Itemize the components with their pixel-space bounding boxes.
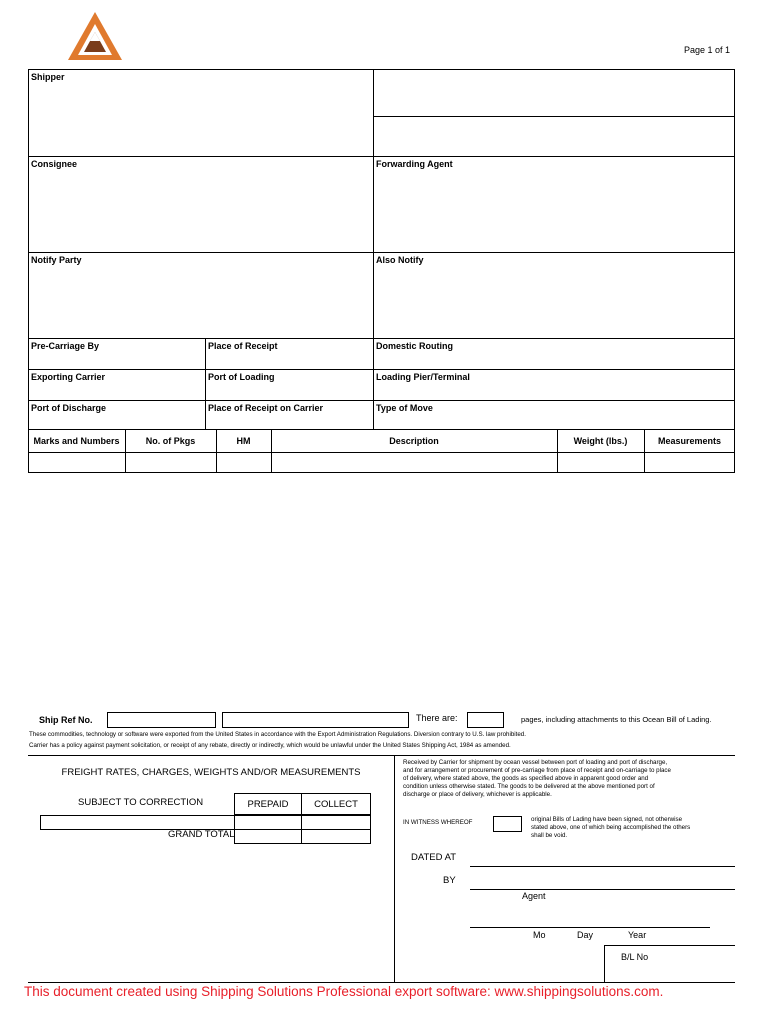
grand-total-label: GRAND TOTAL [168,829,235,840]
exporting-carrier-cell[interactable] [28,369,205,400]
forwarding-agent-label: Forwarding Agent [376,159,453,169]
reference-cell-top[interactable] [373,69,735,116]
received-line: and for arrangement or procurement of pre-carriage from place of receipt and on-carriage to place [403,767,671,774]
shipper-label: Shipper [31,72,65,82]
column-header-weight: Weight (lbs.) [573,435,628,446]
collect-header [301,793,371,815]
column-header-pkgs: No. of Pkgs [145,435,196,446]
place-of-receipt-on-carrier-label: Place of Receipt on Carrier [208,403,324,413]
column-header-marks: Marks and Numbers [33,435,120,446]
witness-line: original Bills of Lading have been signed, not otherwise [531,816,683,823]
type-of-move-label: Type of Move [376,403,433,413]
page-count-input[interactable] [467,712,504,728]
port-of-discharge-cell[interactable] [28,400,205,429]
table-row[interactable] [28,452,735,473]
forwarding-agent-cell[interactable] [373,156,735,252]
pre-carriage-cell[interactable] [28,338,205,369]
type-of-move-cell[interactable] [373,400,735,429]
reference-cell-bottom[interactable] [373,116,735,156]
received-line: Received by Carrier for shipment by ocean vessel between port of loading and port of discharge, [403,759,668,766]
company-logo [66,10,124,62]
there-are-label: There are: [416,713,458,723]
month-label: Mo [533,930,546,940]
port-of-loading-label: Port of Loading [208,372,275,382]
notify-party-label: Notify Party [31,255,82,265]
also-notify-cell[interactable] [373,252,735,338]
bl-number-label: B/L No [621,952,649,962]
originals-count-input[interactable] [493,816,522,832]
in-witness-label: IN WITNESS WHEREOF [403,819,473,826]
witness-line: stated above, one of which being accomplished the others [531,824,691,831]
loading-pier-label: Loading Pier/Terminal [376,372,470,382]
place-of-receipt-cell[interactable] [205,338,373,369]
column-header-hm: HM [236,435,251,446]
date-line[interactable] [470,927,710,928]
by-label: BY [443,875,456,886]
received-line: condition unless otherwise stated. The goods to be delivered at the above mentioned port of [403,783,655,790]
shipper-cell[interactable] [28,69,373,156]
export-notice: These commodities, technology or software were exported from the United States in accordance with the Export Administration Regulations. Diversion contrary to U.S. law prohibited. [29,731,526,738]
place-of-receipt-label: Place of Receipt [208,341,278,351]
place-of-receipt-on-carrier-cell[interactable] [205,400,373,429]
grand-total-prepaid[interactable] [234,829,302,844]
witness-line: shall be void. [531,832,568,839]
bl-number-box[interactable] [604,945,735,982]
ship-ref-input-1[interactable] [107,712,216,728]
column-header-measurements: Measurements [657,435,722,446]
port-of-loading-cell[interactable] [205,369,373,400]
consignee-label: Consignee [31,159,78,169]
witness-terms [531,816,690,840]
prepaid-header [234,793,302,815]
software-credit[interactable]: This document created using Shipping Solutions Professional export software: www.shippingsolutions.com. [24,984,664,999]
received-line: of delivery, where stated above, the goods as specified above in apparent good order and [403,775,649,782]
loading-pier-cell[interactable] [373,369,735,400]
rebate-notice: Carrier has a policy against payment solicitation, or receipt of any rebate, directly or indirectly, which would be unlawful under the United States Shipping Act, 1984 as amended. [29,742,511,749]
received-terms [403,759,671,799]
day-label: Day [577,930,594,940]
prepaid-label: PREPAID [247,798,289,810]
subject-to-correction: SUBJECT TO CORRECTION [78,797,204,808]
pre-carriage-label: Pre-Carriage By [31,341,100,351]
collect-input[interactable] [301,815,371,830]
exporting-carrier-label: Exporting Carrier [31,372,106,382]
received-line: discharge or place of delivery, whichever is applicable. [403,791,552,798]
notify-party-cell[interactable] [28,252,373,338]
grand-total-collect[interactable] [301,829,371,844]
prepaid-input[interactable] [234,815,302,830]
freight-title: FREIGHT RATES, CHARGES, WEIGHTS AND/OR MEASUREMENTS [61,767,361,778]
collect-label: COLLECT [314,798,358,810]
ship-ref-input-2[interactable] [222,712,409,728]
consignee-cell[interactable] [28,156,373,252]
port-of-discharge-label: Port of Discharge [31,403,107,413]
page-indicator: Page 1 of 1 [684,45,731,55]
ship-ref-label: Ship Ref No. [39,715,93,725]
triangle-logo-icon [66,10,124,62]
by-line[interactable] [470,889,735,890]
domestic-routing-label: Domestic Routing [376,341,454,351]
dated-at-line[interactable] [470,866,735,867]
year-label: Year [628,930,647,940]
agent-label: Agent [522,891,546,901]
domestic-routing-cell[interactable] [373,338,735,369]
column-header-description: Description [389,435,439,446]
pages-text: pages, including attachments to this Ocean Bill of Lading. [521,715,712,724]
charge-description-input[interactable] [40,815,235,830]
dated-at-label: DATED AT [411,852,457,863]
also-notify-label: Also Notify [376,255,424,265]
